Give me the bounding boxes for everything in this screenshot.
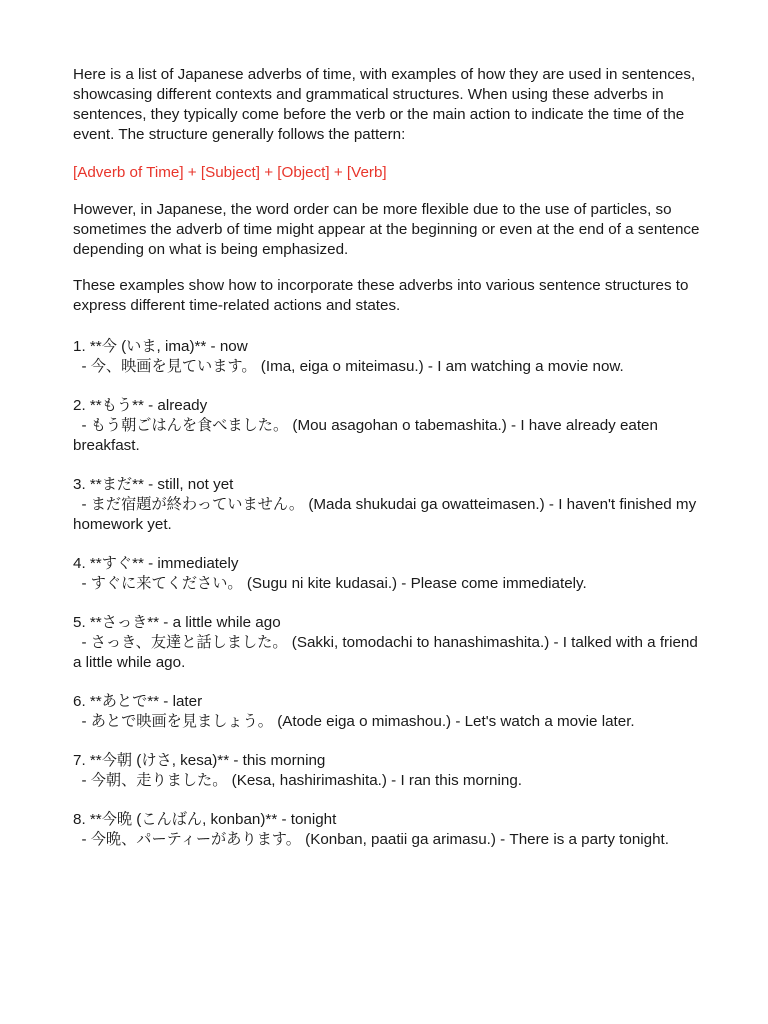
list-item: [73, 613, 703, 673]
adverb-example: - 今、映画を見ています。 (Ima, eiga o miteimasu.) - I am watching a movie now.: [73, 358, 624, 375]
adverb-example: - まだ宿題が終わっていません。 (Mada shukudai ga owatteimasen.) - I haven't finished my homework yet.: [73, 496, 701, 533]
adverb-heading: 3. **まだ** - still, not yet: [73, 476, 234, 493]
adverb-heading: 8. **今晩 (こんばん, konban)** - tonight: [73, 811, 337, 828]
intro-paragraph: Here is a list of Japanese adverbs of time, with examples of how they are used in sentences, showcasing different contexts and grammatical structures. When using these adverbs in sentences, they typically come before the verb or the main action to indicate the time of the event. The structure generally follows the pattern:: [73, 66, 696, 143]
list-item: [73, 692, 703, 732]
list-item: [73, 396, 703, 456]
adverb-example: - あとで映画を見ましょう。 (Atode eiga o mimashou.) - Let's watch a movie later.: [73, 713, 635, 730]
examples-paragraph: These examples show how to incorporate these adverbs into various sentence structures to express different time-related actions and states.: [73, 277, 689, 314]
adverb-example: - 今晩、パーティーがあります。 (Konban, paatii ga arimasu.) - There is a party tonight.: [73, 831, 669, 848]
adverb-heading: 1. **今 (いま, ima)** - now: [73, 338, 248, 355]
adverb-heading: 4. **すぐ** - immediately: [73, 555, 239, 572]
list-item: [73, 554, 703, 594]
adverb-example: - もう朝ごはんを食べました。 (Mou asagohan o tabemashita.) - I have already eaten breakfast.: [73, 417, 663, 454]
document-page: [73, 65, 703, 869]
list-item: [73, 810, 703, 850]
adverb-heading: 6. **あとで** - later: [73, 693, 203, 710]
word-order-paragraph: However, in Japanese, the word order can be more flexible due to the use of particles, so sometimes the adverb of time might appear at the beginning or even at the end of a sentence depending on what is being emphasized.: [73, 201, 700, 258]
adverb-heading: 7. **今朝 (けさ, kesa)** - this morning: [73, 752, 326, 769]
adverb-example: - 今朝、走りました。 (Kesa, hashirimashita.) - I ran this morning.: [73, 772, 522, 789]
adverb-example: - さっき、友達と話しました。 (Sakki, tomodachi to hanashimashita.) - I talked with a friend a little while ago.: [73, 634, 703, 671]
adverb-example: - すぐに来てください。 (Sugu ni kite kudasai.) - Please come immediately.: [73, 575, 587, 592]
adverb-heading: 2. **もう** - already: [73, 397, 208, 414]
list-item: [73, 751, 703, 791]
structure-formula: [Adverb of Time] + [Subject] + [Object] + [Verb]: [73, 164, 387, 181]
list-item: [73, 475, 703, 535]
adverb-heading: 5. **さっき** - a little while ago: [73, 614, 281, 631]
list-item: [73, 337, 703, 377]
